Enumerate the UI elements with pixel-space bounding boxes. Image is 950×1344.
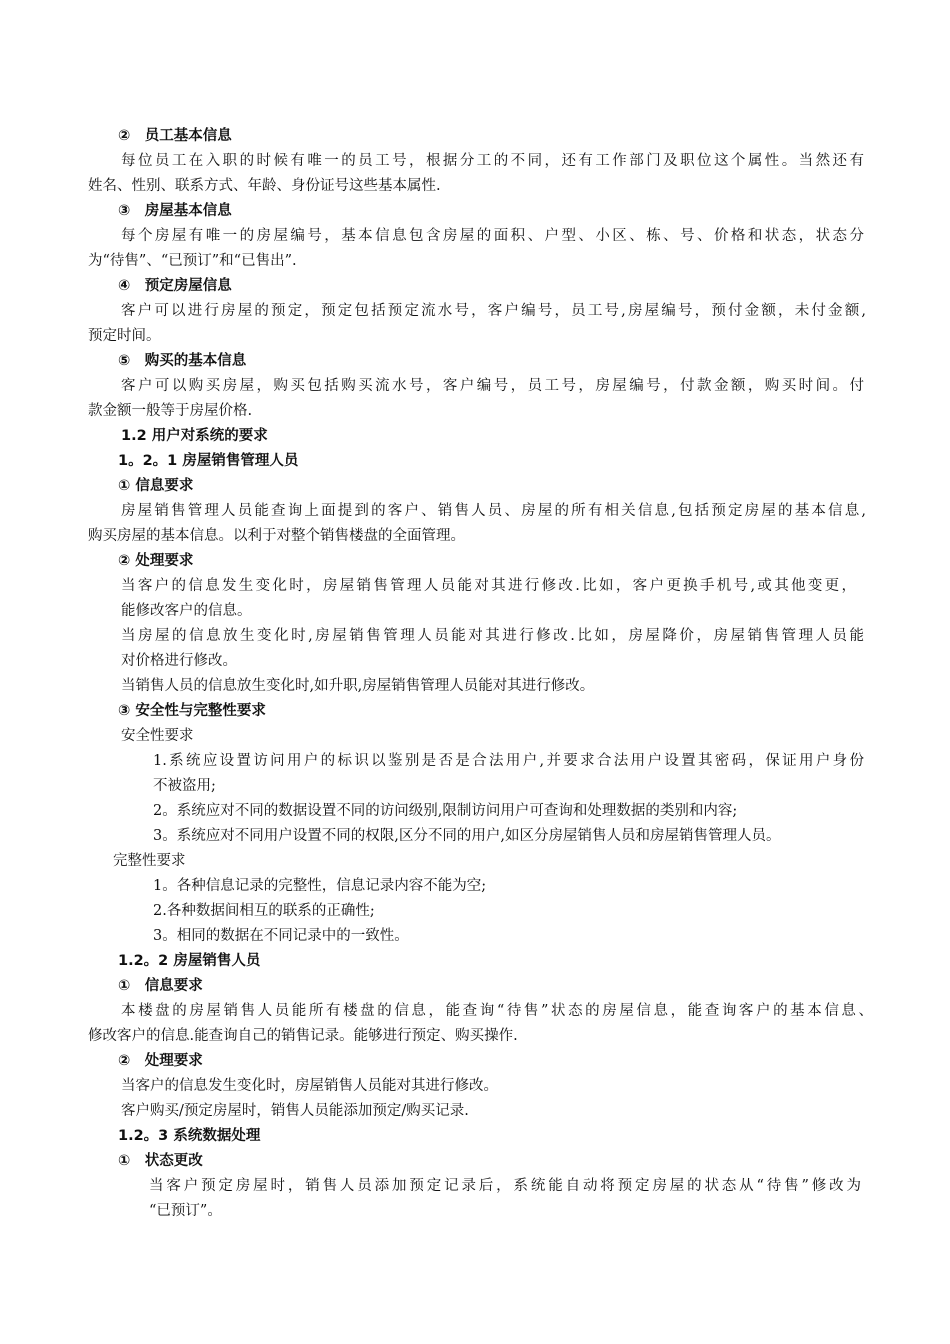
paragraph-line: 当客户预定房屋时，销售人员添加预定记录后，系统能自动将预定房屋的状态从“待售”修改为 <box>149 1178 861 1194</box>
subheading-processing-requirements: ② 处理要求 <box>118 553 194 569</box>
paragraph-line: 对价格进行修改。 <box>121 653 237 669</box>
paragraph-line: 当房屋的信息放生变化时,房屋销售管理人员能对其进行修改.比如，房屋降价，房屋销售管理人员能 <box>121 628 864 644</box>
list-item: 2。系统应对不同的数据设置不同的访问级别,限制访问用户可查询和处理数据的类别和内容; <box>153 803 738 819</box>
paragraph-line: 本楼盘的房屋销售人员能所有楼盘的信息，能查询“待售”状态的房屋信息，能查询客户的基本信息、 <box>121 1003 873 1019</box>
paragraph-line: 房屋销售管理人员能查询上面提到的客户、销售人员、房屋的所有相关信息,包括预定房屋的基本信息, <box>121 503 866 519</box>
subheading-processing-requirements: ② 处理要求 <box>118 1053 203 1069</box>
heading-1-2-1: 1。2。1 房屋销售管理人员 <box>118 453 299 469</box>
heading-1-2-3: 1.2。3 系统数据处理 <box>118 1128 261 1144</box>
paragraph-line: 客户可以进行房屋的预定，预定包括预定流水号，客户编号，员工号,房屋编号，预付金额，未付金额, <box>121 303 866 319</box>
list-item: 1。各种信息记录的完整性，信息记录内容不能为空; <box>153 878 487 894</box>
section-heading-purchase-info: ⑤ 购买的基本信息 <box>118 353 247 369</box>
paragraph-line: 购买房屋的基本信息。以利于对整个销售楼盘的全面管理。 <box>88 528 465 544</box>
paragraph-line: 当销售人员的信息放生变化时,如升职,房屋销售管理人员能对其进行修改。 <box>121 678 595 694</box>
section-heading-house-info: ③ 房屋基本信息 <box>118 203 232 219</box>
paragraph-line: 能修改客户的信息。 <box>121 603 252 619</box>
list-item: 2.各种数据间相互的联系的正确性; <box>153 903 375 919</box>
label-integrity-requirements: 完整性要求 <box>113 853 186 869</box>
paragraph-line: “已预订”。 <box>149 1203 222 1219</box>
label-security-requirements: 安全性要求 <box>121 728 194 744</box>
heading-1-2-2: 1.2。2 房屋销售人员 <box>118 953 261 969</box>
paragraph-line: 修改客户的信息.能查询自己的销售记录。能够进行预定、购买操作. <box>88 1028 518 1044</box>
section-heading-reservation-info: ④ 预定房屋信息 <box>118 278 232 294</box>
paragraph-line: 每位员工在入职的时候有唯一的员工号，根据分工的不同，还有工作部门及职位这个属性。当然还有 <box>121 153 864 169</box>
list-item: 3。相同的数据在不同记录中的一致性。 <box>153 928 409 944</box>
section-heading-employee-info: ② 员工基本信息 <box>118 128 232 144</box>
subheading-info-requirements: ① 信息要求 <box>118 478 194 494</box>
paragraph-line: 每个房屋有唯一的房屋编号，基本信息包含房屋的面积、户型、小区、栋、号、价格和状态，状态分 <box>121 228 864 244</box>
paragraph-line: 客户可以购买房屋，购买包括购买流水号，客户编号，员工号，房屋编号，付款金额，购买时间。付 <box>121 378 864 394</box>
paragraph-line: 预定时间。 <box>88 328 161 344</box>
subheading-info-requirements: ① 信息要求 <box>118 978 203 994</box>
paragraph-line: 当客户的信息发生变化时，房屋销售人员能对其进行修改。 <box>121 1078 498 1094</box>
paragraph-line: 客户购买/预定房屋时，销售人员能添加预定/购买记录. <box>121 1103 469 1119</box>
paragraph-line: 为“待售”、“已预订”和“已售出”. <box>88 253 297 269</box>
subheading-security-integrity: ③ 安全性与完整性要求 <box>118 703 266 719</box>
heading-1-2: 1.2 用户对系统的要求 <box>121 428 268 444</box>
subheading-status-change: ① 状态更改 <box>118 1153 203 1169</box>
list-item: 不被盗用; <box>153 778 216 794</box>
paragraph-line: 款金额一般等于房屋价格. <box>88 403 253 419</box>
paragraph-line: 姓名、性别、联系方式、年龄、身份证号这些基本属性. <box>88 178 441 194</box>
paragraph-line: 当客户的信息发生变化时，房屋销售管理人员能对其进行修改.比如，客户更换手机号,或其他变更， <box>121 578 856 594</box>
list-item: 1.系统应设置访问用户的标识以鉴别是否是合法用户,并要求合法用户设置其密码，保证用户身份 <box>153 753 864 769</box>
list-item: 3。系统应对不同用户设置不同的权限,区分不同的用户,如区分房屋销售人员和房屋销售管理人员。 <box>153 828 781 844</box>
